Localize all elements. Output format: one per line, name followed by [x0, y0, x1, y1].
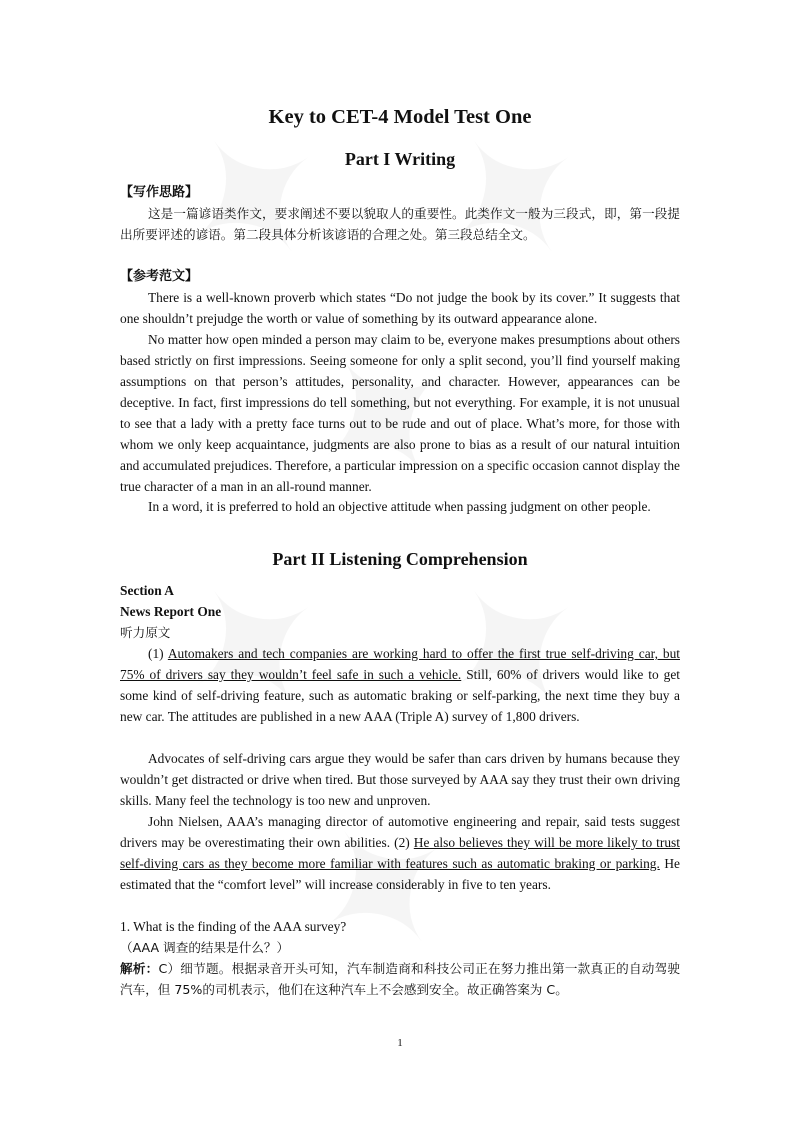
answer-underline-1: Automakers and tech companies are working hard to offer the first true self-driving car, but 75% of drivers say they wouldn’t feel safe in such a vehicle.	[120, 646, 680, 682]
page-number: 1	[397, 1037, 403, 1049]
analysis-text: C）细节题。根据录音开头可知，汽车制造商和科技公司正在努力推出第一款真正的自动驾驶汽车，但 75%的司机表示，他们在这种汽车上不会感到安全。故正确答案为 C。	[120, 961, 681, 997]
part1-heading: Part I Writing	[344, 149, 456, 169]
essay-paragraph-3: In a word, it is preferred to hold an objective attitude when passing judgment on other people.	[148, 499, 651, 514]
document-title: Key to CET-4 Model Test One	[268, 106, 532, 128]
question-1-translation: （AAA 调查的结果是什么？）	[120, 940, 290, 955]
sample-essay-label: 【参考范文】	[120, 269, 199, 284]
transcript-paragraph-3	[120, 811, 680, 895]
news-report-label: News Report One	[120, 604, 222, 619]
analysis	[120, 958, 680, 1000]
writing-idea-label: 【写作思路】	[120, 185, 199, 200]
transcript-paragraph-2: Advocates of self-driving cars argue they would be safer than cars driven by humans because they wouldn’t get distracted or drive when tired. But those surveyed by AAA say they trust their own driving skills. Many feel the technology is too new and unproven.	[120, 751, 680, 808]
essay-paragraph-2: No matter how open minded a person may claim to be, everyone makes presumptions about others based strictly on first impressions. Seeing someone for only a split second, you’ll find yourself making assumptions on that person’s attitudes, personality, and character. However, appearances can be deceptive. In fact, first impressions do tell something, but not everything. For example, it is not unusual to see that a lady with a pretty face turns out to be rude and out of place. What’s more, for those with whom we only keep acquaintance, judgments are also prone to bias as a result of our natural intuition and accumulated prejudices. Therefore, a particular impression on a specific occasion cannot display the true character of a man in an all-round manner.	[120, 332, 680, 494]
answer-underline-2: He also believes they will be more likely to trust self-diving cars as they become more familiar with features such as automatic braking or parking.	[120, 835, 680, 871]
analysis-label: 解析：	[120, 961, 159, 976]
transcript-label: 听力原文	[120, 625, 171, 640]
transcript-text: Still, 60% of drivers would like to get some kind of self-driving feature, such as automatic braking or self-parking, the next time they buy a new car. The attitudes are published in a new AAA (Triple A) survey of 1,800 drivers.	[120, 667, 681, 724]
essay-paragraph-1: There is a well-known proverb which states “Do not judge the book by its cover.” It suggests that one shouldn’t prejudge the worth or value of something by its outward appearance alone.	[120, 290, 680, 326]
transcript-text: John Nielsen, AAA’s managing director of automotive engineering and repair, said tests suggest drivers may be overestimating their own abilities. (2)	[120, 814, 680, 850]
question-1: 1. What is the finding of the AAA survey?	[120, 919, 347, 934]
writing-idea-text: 这是一篇谚语类作文，要求阐述不要以貌取人的重要性。此类作文一般为三段式，即，第一段提出所要评述的谚语。第二段具体分析该谚语的合理之处。第三段总结全文。	[120, 206, 680, 242]
transcript-paragraph-1	[120, 643, 680, 727]
transcript-text: He estimated that the “comfort level” will increase considerably in five to ten years.	[120, 856, 680, 892]
question-marker-1: (1)	[148, 646, 168, 661]
part2-heading: Part II Listening Comprehension	[272, 549, 528, 569]
section-label: Section A	[120, 583, 174, 598]
